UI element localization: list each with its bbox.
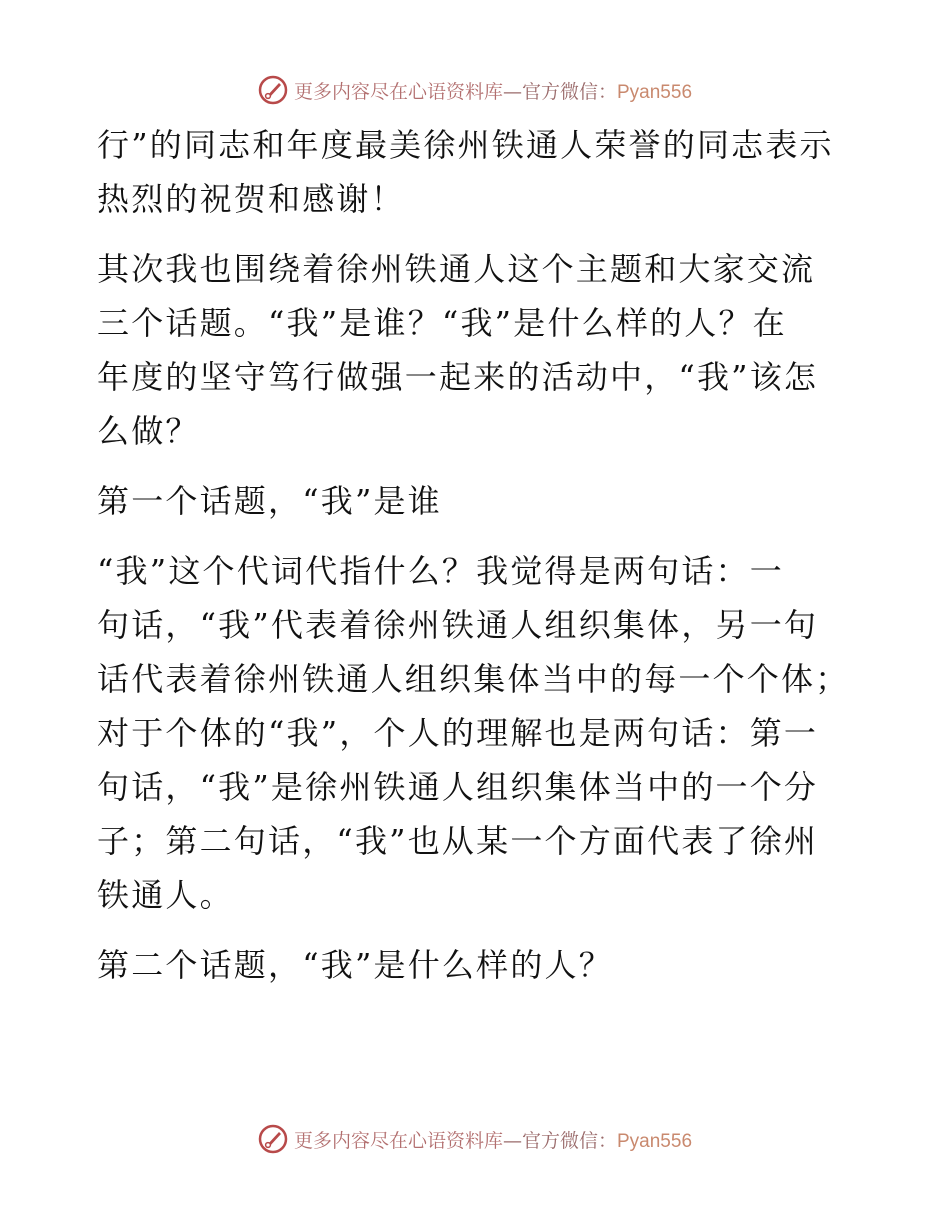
watermark-text	[294, 77, 692, 104]
watermark-site-text: 更多内容尽在心语资料库	[293, 80, 503, 103]
text-line: “我”这个代词代指什么？我觉得是两句话：一	[97, 552, 784, 590]
paragraph-1	[97, 118, 857, 226]
text-line: 年度的坚守笃行做强一起来的活动中，“我”该怎	[97, 358, 819, 396]
section-heading-topic-2	[97, 938, 857, 992]
text-line: 话代表着徐州铁通人组织集体当中的每一个个体；	[97, 660, 850, 698]
paragraph-3	[97, 544, 857, 922]
text-line: 第一个话题，“我”是谁	[97, 482, 442, 520]
footer-watermark	[0, 1121, 950, 1157]
text-line: 热烈的祝贺和感谢！	[97, 180, 405, 218]
watermark-separator: —	[502, 1129, 522, 1152]
watermark-wechat-id: Pyan556	[617, 81, 693, 103]
text-line: 行”的同志和年度最美徐州铁通人荣誉的同志表示	[97, 126, 834, 164]
text-line: 对于个体的“我”，个人的理解也是两句话：第一	[97, 714, 819, 752]
quill-logo-icon	[258, 1124, 288, 1154]
text-line: 句话，“我”是徐州铁通人组织集体当中的一个分	[97, 768, 819, 806]
watermark-wechat-label: 官方微信：	[521, 80, 617, 103]
document-body	[97, 118, 857, 1008]
text-line: 子；第二句话，“我”也从某一个方面代表了徐州	[97, 822, 819, 860]
watermark-site-text: 更多内容尽在心语资料库	[293, 1129, 503, 1152]
quill-logo-icon	[258, 75, 288, 105]
text-line: 么做？	[97, 412, 200, 450]
section-heading-topic-1	[97, 474, 857, 528]
text-line: 其次我也围绕着徐州铁通人这个主题和大家交流	[97, 250, 816, 288]
header-watermark	[0, 72, 950, 108]
watermark-wechat-id: Pyan556	[617, 1130, 693, 1152]
paragraph-2	[97, 242, 857, 458]
watermark-text	[294, 1126, 692, 1153]
watermark-wechat-label: 官方微信：	[521, 1129, 617, 1152]
text-line: 第二个话题，“我”是什么样的人？	[97, 946, 613, 984]
text-line: 铁通人。	[97, 876, 234, 914]
watermark-separator: —	[502, 80, 522, 103]
text-line: 句话，“我”代表着徐州铁通人组织集体，另一句	[97, 606, 819, 644]
text-line: 三个话题。“我”是谁？“我”是什么样的人？在	[97, 304, 787, 342]
